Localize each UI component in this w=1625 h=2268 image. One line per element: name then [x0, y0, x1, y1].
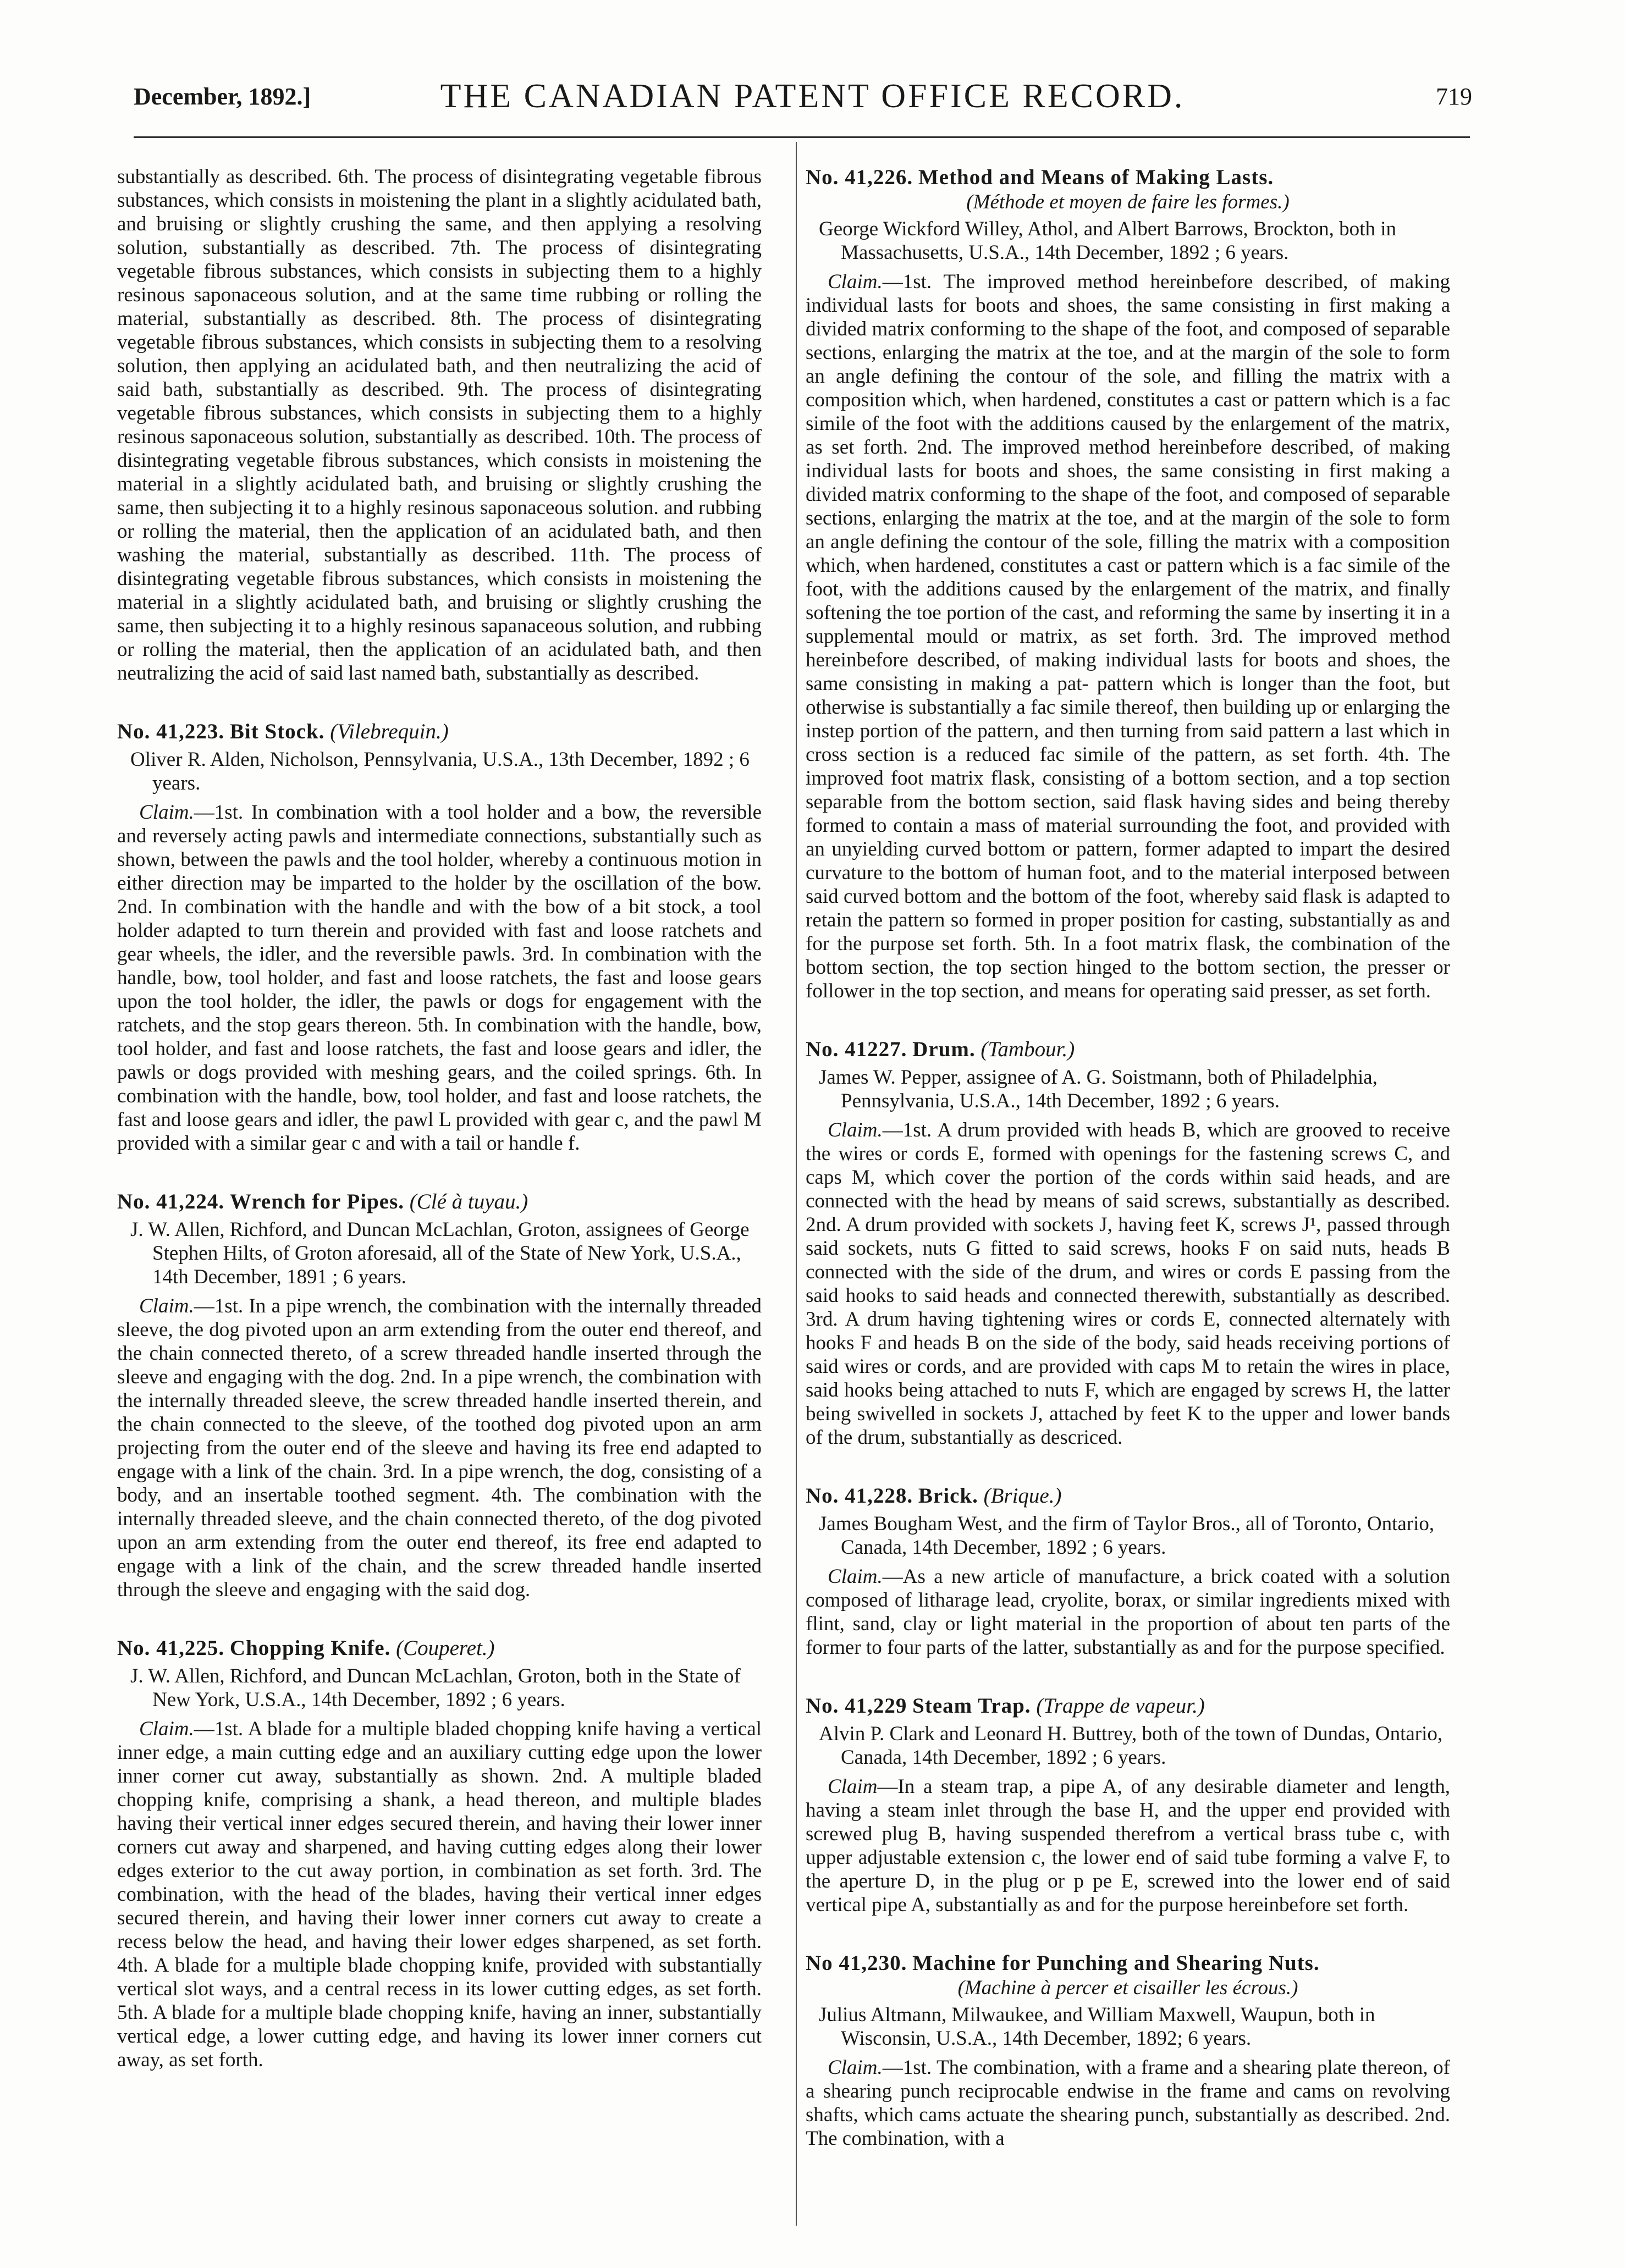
patent-title: Machine for Punching and Shearing Nuts.: [912, 1951, 1320, 1975]
patent-title: Bit Stock.: [229, 720, 325, 743]
left-column: [117, 165, 762, 2232]
patent-parties: James Bougham West, and the firm of Taylor Bros., all of Toronto, Ontario, Canada, 14th December, 1892 ; 6 years.: [819, 1513, 1435, 1559]
page-header: [0, 0, 1625, 132]
claim-text: —1st. The improved method hereinbefore described, of making individual lasts for boots and shoes, the same consisting in first making a divided matrix conforming to the shape of the foot, and composed of separable sections, enlarging the matrix at the toe, and at the margin of the sole to form an angle defining the contour of the sole, and filling the matrix with a composition which, when hardened, constitutes a cast or pattern which is a fac simile of the foot with the additions caused by the enlargement of the matrix, as set forth. 2nd. The improved method hereinbefore described, of making individual lasts for boots and shoes, the same consisting in first making a divided matrix conforming to the shape of the foot, and composed of separable sections, enlarging the matrix at the toe, and at the margin of the sole to form an angle defining the contour of the sole, filling the matrix with a composition which, when hardened, constitutes a cast or pattern which is a fac simile of the foot, with the additions caused by the enlargement of the matrix, and finally softening the toe portion of the cast, and reforming the same by inserting it in a supplemental mould or matrix, as set forth. 3rd. The improved method hereinbefore described, of making individual lasts for boots and shoes, the same consisting in making a pat- pattern which is longer than the foot, but otherwise is substantially a fac simile thereof, then building up or enlarging the instep portion of the pattern, and then turning from said pattern a last which in cross section is a reduced fac simile of the pattern, as set forth. 4th. The improved foot matrix flask, consisting of a bottom section, and a top section separable from the bottom section, said flask having sides and being thereby formed to contain a mass of material surrounding the foot, and provided with an unyielding curved bottom or pattern, former adapted to impart the desired curvature to the bottom of human foot, and to the material interposed between said curved bottom and the bottom of the foot, whereby said flask is adapted to retain the pattern so formed in proper position for casting, substantially as and for the purpose set forth. 5th. In a foot matrix flask, the combination of the bottom section, the top section hinged to the bottom section, the presser or follower in the top section, and means for operating said presser, as set forth.: [806, 271, 1450, 1002]
patent-french-title: (Brique.): [983, 1484, 1062, 1508]
patent-claim: [806, 1565, 1450, 1659]
header-date: December, 1892.]: [134, 83, 311, 110]
entry-heading: [117, 1189, 762, 1215]
entry-heading: [806, 165, 1450, 190]
claim-text: —As a new article of manufacture, a brick coated with a solution composed of litharage lead, cryolite, borax, or similar ingredients mixed with flint, sand, clay or light material in the proportion of about ten parts of the former to four parts of the latter, substantially as and for the purpose specified.: [806, 1565, 1450, 1659]
claim-text: —1st. A drum provided with heads B, which are grooved to receive the wires or cords E, formed with openings for the fastening screws C, and caps M, which cover the portion of the cords within said heads, and are connected with the head by means of said screws, substantially as described. 2nd. A drum provided with sockets J, having feet K, screws J¹, passed through said sockets, nuts G fitted to said screws, hooks F on said nuts, heads B connected with the side of the drum, and wires or cords E passing from the said hooks to said heads and connected therewith, substantially as described. 3rd. A drum having tightening wires or cords E, connected alternately with hooks F and heads B on the side of the body, said heads receiving portions of said wires or cords, and are provided with caps M to retain the wires in place, said hooks being attached to nuts F, which are engaged by screws H, the latter being swivelled in sockets J, attached by feet K to the upper and lower bands of the drum, substantially as descriced.: [806, 1119, 1450, 1449]
patent-claim: [806, 2056, 1450, 2150]
patent-number: No. 41,224.: [117, 1190, 225, 1213]
claim-text: —1st. A blade for a multiple bladed chopping knife having a vertical inner edge, a main cutting edge and an auxiliary cutting edge upon the lower inner corner cut away, substantially as shown. 2nd. A multiple bladed chopping knife, comprising a shank, a head thereon, and multiple blades having their vertical inner edges secured therein, and having their lower inner corners cut away and sharpened, and having cutting edges along their lower edges exterior to the cut away portion, in combination as set forth. 3rd. The combination, with the head of the blades, having their vertical inner edges secured therein, and having their lower inner corners cut away to create a recess below the head, and having their lower edges sharpened, as set forth. 4th. A blade for a multiple blade chopping knife, provided with substantially vertical slot ways, and a central recess in its lower cutting edges, as set forth. 5th. A blade for a multiple blade chopping knife, having an inner, substantially vertical edge, a lower cutting edge, and having its lower inner corners cut away, as set forth.: [117, 1718, 762, 2071]
patent-french-title: (Couperet.): [396, 1636, 495, 1660]
patent-parties: James W. Pepper, assignee of A. G. Soistmann, both of Philadelphia, Pennsylvania, U.S.A., 14th December, 1892 ; 6 years.: [819, 1066, 1378, 1112]
claim-label: Claim.: [139, 1295, 194, 1317]
right-column: [806, 165, 1450, 2232]
claim-label: Claim.: [139, 1718, 194, 1740]
patent-number: No. 41227.: [806, 1038, 907, 1061]
patent-entry: [806, 1693, 1450, 1917]
patent-title: Steam Trap.: [912, 1694, 1031, 1718]
patent-parties: J. W. Allen, Richford, and Duncan McLachlan, Groton, both in the State of New York, U.S.A., 14th December, 1892 ; 6 years.: [130, 1665, 741, 1711]
patent-entry: [117, 719, 762, 1155]
patent-claim: [117, 1717, 762, 2072]
patent-title: Chopping Knife.: [229, 1636, 391, 1660]
patent-title: Wrench for Pipes.: [229, 1190, 405, 1213]
claim-label: Claim.: [828, 271, 883, 293]
patent-claim: [806, 1775, 1450, 1917]
journal-title: THE CANADIAN PATENT OFFICE RECORD.: [440, 78, 1185, 115]
claim-label: Claim.: [828, 1565, 883, 1588]
patent-entry: [806, 165, 1450, 1003]
column-divider: [796, 142, 797, 2226]
patent-parties: Julius Altmann, Milwaukee, and William Maxwell, Waupun, both in Wisconsin, U.S.A., 14th December, 1892; 6 years.: [819, 2004, 1375, 2050]
claim-text: —1st. In combination with a tool holder and a bow, the reversible and reversely acting pawls and intermediate connections, substantially such as shown, between the pawls and the tool holder, whereby a continuous motion in either direction may be imparted to the holder by the oscillation of the bow. 2nd. In combination with the handle and with the bow of a bit stock, a tool holder adapted to turn therein and provided with fast and loose ratchets and gear wheels, the idler, and the reversible pawls. 3rd. In combination with the handle, bow, tool holder, and fast and loose ratchets, the fast and loose gears upon the tool holder, the idler, the pawls or dogs for engagement with the ratchets, and the stop gears thereon. 5th. In combination with the handle, bow, tool holder, and fast and loose ratchets, the fast and loose gears and idler, the pawls or dogs provided with meshing gears, and the coiled springs. 6th. In combination with the handle, bow, tool holder, and fast and loose ratchets, the fast and loose gears and idler, the pawl L provided with gear c, and the pawl M provided with a similar gear c and with a tail or handle f.: [117, 801, 762, 1155]
patent-entry: [806, 1951, 1450, 2150]
claim-label: Claim.: [139, 801, 194, 824]
entry-heading: [806, 1483, 1450, 1509]
patent-french-title: (Machine à percer et cisailler les écrous.): [957, 1977, 1298, 1999]
entry-heading: [806, 1693, 1450, 1719]
patent-entry: [806, 1483, 1450, 1659]
patent-number: No. 41,228.: [806, 1484, 913, 1508]
patent-title: Method and Means of Making Lasts.: [918, 165, 1274, 189]
patent-entry: [806, 1037, 1450, 1449]
patent-french-title: (Trappe de vapeur.): [1036, 1694, 1205, 1718]
entry-heading: [806, 1951, 1450, 1976]
patent-french-title: (Méthode et moyen de faire les formes.): [966, 191, 1290, 213]
claim-text: —In a steam trap, a pipe A, of any desirable diameter and length, having a steam inlet through the base H, and the upper end provided with screwed plug B, having suspended therefrom a vertical brass tube c, with upper adjustable extension c, the lower end of said tube forming a valve F, to the aperture D, in the plug or p pe E, screwed into the lower end of said vertical pipe A, substantially as and for the purpose hereinbefore set forth.: [806, 1775, 1450, 1916]
patent-number: No. 41,225.: [117, 1636, 225, 1660]
patent-parties: Oliver R. Alden, Nicholson, Pennsylvania, U.S.A., 13th December, 1892 ; 6 years.: [130, 748, 750, 794]
patent-parties: J. W. Allen, Richford, and Duncan McLachlan, Groton, assignees of George Stephen Hilts, of Groton aforesaid, all of the State of New York, U.S.A., 14th December, 1891 ; 6 years.: [130, 1218, 750, 1288]
claim-text: —1st. In a pipe wrench, the combination with the internally threaded sleeve, the dog pivoted upon an arm extending from the outer end thereof, and the chain connected thereto, of a screw threaded handle inserted through the sleeve and engaging with the dog. 2nd. In a pipe wrench, the combination with the internally threaded sleeve, the screw threaded handle inserted therein, and the chain connected to the sleeve, of the toothed dog pivoted upon an arm projecting from the outer end of the sleeve and having its free end adapted to engage with a link of the chain. 3rd. In a pipe wrench, the dog, consisting of a body, and an insertable toothed segment. 4th. The combination with the internally threaded sleeve, and the chain connected thereto, of the dog pivoted upon an arm extending from the outer end thereof, its free end adapted to engage with a link of the chain, and the screw threaded handle inserted through the sleeve and engaging with the said dog.: [117, 1295, 762, 1601]
patent-parties: Alvin P. Clark and Leonard H. Buttrey, both of the town of Dundas, Ontario, Canada, 14th December, 1892 ; 6 years.: [819, 1723, 1443, 1769]
patent-claim: [117, 1294, 762, 1602]
patent-claim: [117, 801, 762, 1155]
patent-entry: [117, 1636, 762, 2072]
claim-label: Claim: [828, 1775, 878, 1798]
claim-label: Claim.: [828, 2056, 883, 2079]
claim-text: —1st. The combination, with a frame and a shearing plate thereon, of a shearing punch reciprocable endwise in the frame and cams on revolving shafts, which cams actuate the shearing punch, substantially as described. 2nd. The combination, with a: [806, 2056, 1450, 2150]
patent-number: No. 41,223.: [117, 720, 225, 743]
entry-heading: [806, 1037, 1450, 1062]
patent-claim: [806, 270, 1450, 1003]
patent-entry: [117, 1189, 762, 1602]
patent-french-title: (Vilebrequin.): [330, 720, 449, 743]
entry-heading: [117, 1636, 762, 1661]
patent-number: No. 41,226.: [806, 165, 913, 189]
patent-french-title: (Clé à tuyau.): [409, 1190, 528, 1213]
patent-claim: [806, 1118, 1450, 1449]
patent-number: No. 41,229: [806, 1694, 907, 1718]
patent-title: Brick.: [918, 1484, 978, 1508]
patent-title: Drum.: [912, 1038, 976, 1061]
continued-claims: substantially as described. 6th. The process of disintegrating vegetable fibrous substances, which consists in moistening the plant in a slightly acidulated bath, and bruising or slightly crushing the same, and then applying a resolving solution, substantially as described. 7th. The process of disintegrating vegetable fibrous substances, which consists in subjecting them to a highly resinous saponaceous solution, and at the same time rubbing or rolling the material, substantially as described. 8th. The process of disintegrating vegetable fibrous substances, which consists in subjecting them to a resolving solution, then applying an acidulated bath, and then neutralizing the acid of said bath, substantially as described. 9th. The process of disintegrating vegetable fibrous substances, which consists in subjecting them to a highly resinous saponaceous solution, substantially as described. 10th. The process of disintegrating vegetable fibrous substances, which consists in moistening the material in a slightly acidulated bath, and bruising or slightly crushing the same, then subjecting it to a highly resinous saponaceous solution. and rubbing or rolling the material, then the application of an acidulated bath, and then washing the material, substantially as described. 11th. The process of disintegrating vegetable fibrous substances, which consists in moistening the material in a slightly acidulated bath, and bruising or slightly crushing the same, then subjecting it to a highly resinous sapanaceous solution, and rubbing or rolling the material, then the application of an acidulated bath, and then neutralizing the acid of said last named bath, substantially as described.: [117, 165, 762, 685]
patent-number: No 41,230.: [806, 1951, 907, 1975]
page-number: 719: [1436, 83, 1472, 110]
claim-label: Claim.: [828, 1119, 883, 1141]
header-rule: [134, 136, 1470, 138]
entry-heading: [117, 719, 762, 744]
patent-parties: George Wickford Willey, Athol, and Albert Barrows, Brockton, both in Massachusetts, U.S.A., 14th December, 1892 ; 6 years.: [819, 218, 1396, 264]
patent-french-title: (Tambour.): [980, 1038, 1075, 1061]
